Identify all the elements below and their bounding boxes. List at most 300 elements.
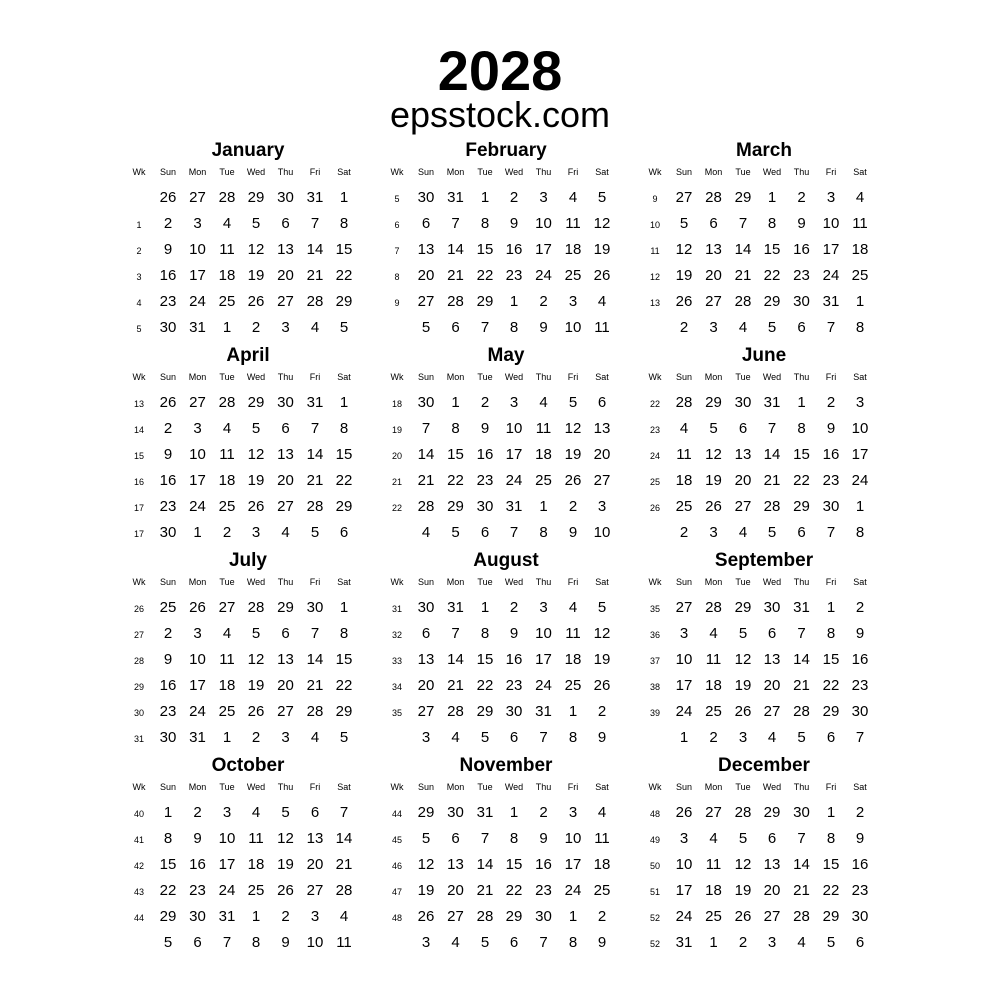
day-cell: 9 (597, 934, 607, 951)
day-cell: 21 (306, 267, 324, 284)
day-cell: 30 (417, 394, 435, 411)
day-cell: 12 (417, 856, 435, 873)
day-cell: 2 (797, 189, 806, 206)
day-cell: 28 (447, 293, 464, 310)
weekday-header: Sat (337, 577, 351, 587)
day-cell: 26 (159, 189, 177, 206)
day-cell: 2 (509, 189, 519, 206)
month-name: May (487, 345, 525, 366)
day-cell: 22 (822, 882, 840, 899)
day-cell: 25 (564, 267, 582, 284)
day-cell: 1 (539, 498, 548, 515)
day-cell: 3 (539, 189, 548, 206)
day-cell: 28 (734, 804, 752, 821)
day-cell: 1 (251, 908, 261, 925)
day-cell: 5 (251, 215, 261, 232)
weekday-header: Thu (793, 372, 810, 382)
day-cell: 28 (247, 599, 265, 616)
day-cell: 3 (281, 729, 290, 746)
day-cell: 4 (709, 625, 718, 642)
day-cell: 2 (163, 215, 173, 232)
day-cell: 19 (247, 677, 265, 694)
day-cell: 26 (417, 908, 435, 925)
day-cell: 11 (219, 651, 235, 668)
day-cell: 3 (310, 908, 320, 925)
day-cell: 16 (535, 856, 552, 873)
day-cell: 17 (535, 241, 552, 258)
weekday-header: Tue (219, 372, 235, 382)
day-cell: 1 (222, 729, 232, 746)
weekday-header: Fri (309, 167, 321, 177)
weekday-header: Wed (762, 167, 782, 177)
day-cell: 19 (247, 267, 265, 284)
day-cell: 2 (597, 703, 607, 720)
weekday-header: Sat (337, 167, 351, 177)
day-cell: 29 (247, 189, 265, 206)
day-cell: 21 (447, 677, 464, 694)
weekday-header: Wed (504, 167, 524, 177)
day-cell: 27 (447, 908, 464, 925)
day-cell: 31 (189, 319, 206, 336)
day-cell: 18 (564, 651, 582, 668)
day-cell: 5 (797, 729, 806, 746)
weekday-header: Sat (853, 782, 867, 792)
month-name: June (741, 345, 787, 366)
day-cell: 18 (218, 472, 236, 489)
day-cell: 2 (826, 394, 836, 411)
day-cell: 28 (763, 498, 781, 515)
week-number: 31 (391, 604, 402, 614)
weekday-header: Sun (159, 167, 176, 177)
day-cell: 22 (793, 472, 810, 489)
day-cell: 3 (679, 830, 689, 847)
day-cell: 19 (593, 241, 611, 258)
day-cell: 7 (797, 625, 806, 642)
day-cell: 23 (793, 267, 810, 284)
week-number: 20 (391, 451, 402, 461)
day-cell: 12 (247, 446, 265, 463)
day-cell: 4 (539, 394, 548, 411)
day-cell: 29 (335, 703, 353, 720)
day-cell: 2 (163, 420, 173, 437)
day-cell: 29 (417, 804, 435, 821)
day-cell: 30 (505, 703, 523, 720)
weekday-header: Sun (159, 577, 176, 587)
day-cell: 30 (763, 599, 781, 616)
day-cell: 29 (734, 189, 752, 206)
weekday-header: Sat (595, 167, 609, 177)
day-cell: 5 (738, 625, 748, 642)
day-cell: 8 (855, 524, 865, 541)
day-cell: 26 (247, 703, 265, 720)
month-april (128, 345, 368, 545)
day-cell: 5 (251, 625, 261, 642)
weekday-header: Thu (277, 782, 294, 792)
day-cell: 20 (277, 267, 294, 284)
day-cell: 18 (218, 677, 236, 694)
site-name: epsstock.com (389, 94, 611, 135)
day-cell: 6 (767, 830, 777, 847)
week-number: 13 (649, 298, 660, 308)
day-cell: 14 (793, 651, 810, 668)
day-cell: 4 (222, 420, 232, 437)
week-number: 26 (649, 503, 660, 513)
day-cell: 13 (277, 241, 294, 258)
day-cell: 3 (709, 319, 718, 336)
day-cell: 2 (539, 804, 548, 821)
day-cell: 9 (797, 215, 806, 232)
week-number: 5 (394, 194, 400, 204)
day-cell: 1 (222, 319, 232, 336)
day-cell: 30 (734, 394, 752, 411)
day-cell: 7 (509, 524, 519, 541)
day-cell: 18 (851, 241, 869, 258)
day-cell: 9 (509, 625, 519, 642)
day-cell: 23 (476, 472, 494, 489)
day-cell: 26 (593, 267, 611, 284)
day-cell: 1 (568, 908, 578, 925)
day-cell: 29 (476, 293, 494, 310)
day-cell: 13 (763, 651, 781, 668)
day-cell: 6 (193, 934, 202, 951)
day-cell: 1 (568, 703, 578, 720)
day-cell: 4 (310, 729, 320, 746)
day-cell: 9 (163, 446, 173, 463)
day-cell: 15 (335, 241, 353, 258)
day-cell: 27 (417, 293, 435, 310)
month-november (386, 755, 626, 955)
week-number: 32 (391, 630, 402, 640)
week-number: 14 (133, 425, 144, 435)
month-name: November (459, 755, 553, 776)
day-cell: 25 (564, 677, 582, 694)
day-cell: 10 (593, 524, 611, 541)
day-cell: 27 (675, 599, 693, 616)
day-cell: 9 (539, 830, 548, 847)
day-cell: 16 (505, 651, 523, 668)
weekday-header: Fri (309, 782, 321, 792)
day-cell: 13 (306, 830, 324, 847)
day-cell: 21 (417, 472, 435, 489)
day-cell: 28 (476, 908, 494, 925)
day-cell: 20 (447, 882, 464, 899)
week-number: 22 (649, 399, 660, 409)
day-cell: 28 (675, 394, 693, 411)
day-cell: 6 (310, 804, 320, 821)
day-cell: 29 (822, 908, 840, 925)
day-cell: 8 (339, 420, 349, 437)
day-cell: 9 (597, 729, 607, 746)
day-cell: 31 (447, 189, 464, 206)
day-cell: 25 (535, 472, 552, 489)
day-cell: 26 (247, 498, 265, 515)
week-number: 6 (394, 220, 400, 230)
day-cell: 3 (738, 729, 748, 746)
day-cell: 1 (339, 394, 349, 411)
day-cell: 6 (855, 934, 865, 951)
weekday-header: Mon (446, 167, 465, 177)
day-cell: 10 (564, 830, 582, 847)
day-cell: 15 (335, 651, 353, 668)
day-cell: 1 (855, 293, 865, 310)
week-number: 7 (394, 246, 400, 256)
day-cell: 16 (505, 241, 523, 258)
month-september (644, 550, 884, 750)
month-march (644, 140, 884, 340)
day-cell: 31 (793, 599, 810, 616)
week-number: 41 (133, 835, 144, 845)
day-cell: 13 (417, 651, 435, 668)
day-cell: 24 (822, 267, 840, 284)
day-cell: 25 (851, 267, 869, 284)
month-january (128, 140, 368, 340)
day-cell: 27 (417, 703, 435, 720)
weekday-header: Thu (277, 372, 294, 382)
day-cell: 18 (705, 882, 722, 899)
weekday-header: Tue (735, 167, 751, 177)
day-cell: 7 (222, 934, 232, 951)
week-number-header: Wk (648, 372, 662, 382)
day-cell: 7 (480, 830, 490, 847)
day-cell: 12 (705, 446, 722, 463)
month-name: September (714, 550, 814, 571)
day-cell: 5 (163, 934, 173, 951)
day-cell: 2 (222, 524, 232, 541)
day-cell: 11 (565, 625, 581, 642)
day-cell: 21 (335, 856, 353, 873)
day-cell: 1 (797, 394, 806, 411)
weekday-header: Fri (567, 577, 579, 587)
week-number: 5 (136, 324, 142, 334)
day-cell: 2 (509, 599, 519, 616)
day-cell: 30 (159, 319, 177, 336)
day-cell: 3 (709, 524, 718, 541)
day-cell: 28 (705, 599, 722, 616)
day-cell: 23 (851, 677, 869, 694)
day-cell: 7 (310, 420, 320, 437)
day-cell: 1 (826, 804, 836, 821)
weekday-header: Tue (735, 372, 751, 382)
day-cell: 8 (480, 215, 490, 232)
day-cell: 10 (189, 446, 206, 463)
day-cell: 9 (163, 651, 173, 668)
day-cell: 22 (447, 472, 464, 489)
weekday-header: Fri (309, 577, 321, 587)
day-cell: 29 (505, 908, 523, 925)
day-cell: 12 (593, 625, 611, 642)
week-number: 40 (133, 809, 144, 819)
weekday-header: Thu (535, 372, 552, 382)
day-cell: 11 (594, 830, 610, 847)
day-cell: 15 (822, 856, 840, 873)
day-cell: 5 (339, 319, 349, 336)
weekday-header: Wed (246, 167, 266, 177)
day-cell: 8 (163, 830, 173, 847)
day-cell: 8 (568, 934, 578, 951)
week-number: 31 (133, 734, 144, 744)
day-cell: 9 (826, 420, 836, 437)
day-cell: 11 (248, 830, 264, 847)
day-cell: 7 (339, 804, 349, 821)
day-cell: 24 (564, 882, 582, 899)
day-cell: 15 (763, 241, 781, 258)
day-cell: 17 (675, 677, 693, 694)
day-cell: 11 (336, 934, 352, 951)
day-cell: 7 (855, 729, 865, 746)
week-number: 15 (133, 451, 144, 461)
week-number: 33 (391, 656, 402, 666)
day-cell: 11 (852, 215, 868, 232)
day-cell: 24 (851, 472, 869, 489)
weekday-header: Wed (762, 577, 782, 587)
day-cell: 22 (763, 267, 781, 284)
day-cell: 3 (193, 215, 202, 232)
day-cell: 1 (339, 599, 349, 616)
day-cell: 26 (675, 293, 693, 310)
month-october (128, 755, 368, 955)
day-cell: 2 (679, 319, 689, 336)
day-cell: 4 (767, 729, 777, 746)
day-cell: 6 (797, 319, 806, 336)
day-cell: 29 (247, 394, 265, 411)
day-cell: 27 (277, 703, 294, 720)
day-cell: 25 (218, 498, 236, 515)
day-cell: 14 (734, 241, 752, 258)
day-cell: 30 (535, 908, 552, 925)
weekday-header: Mon (188, 577, 207, 587)
day-cell: 30 (822, 498, 840, 515)
day-cell: 23 (505, 267, 523, 284)
day-cell: 4 (738, 524, 748, 541)
day-cell: 31 (476, 804, 494, 821)
day-cell: 6 (767, 625, 777, 642)
day-cell: 13 (705, 241, 722, 258)
weekday-header: Mon (704, 167, 723, 177)
day-cell: 27 (306, 882, 324, 899)
day-cell: 5 (597, 189, 607, 206)
week-number: 34 (391, 682, 402, 692)
day-cell: 20 (417, 267, 435, 284)
weekday-header: Tue (219, 782, 235, 792)
day-cell: 20 (306, 856, 324, 873)
week-number: 23 (649, 425, 660, 435)
day-cell: 14 (763, 446, 781, 463)
day-cell: 16 (851, 856, 869, 873)
week-number: 18 (391, 399, 402, 409)
day-cell: 27 (763, 703, 781, 720)
day-cell: 29 (763, 804, 781, 821)
day-cell: 7 (738, 215, 748, 232)
week-number: 29 (133, 682, 144, 692)
day-cell: 28 (417, 498, 435, 515)
day-cell: 7 (539, 729, 548, 746)
weekday-header: Fri (567, 167, 579, 177)
day-cell: 31 (675, 934, 693, 951)
day-cell: 7 (451, 215, 460, 232)
day-cell: 18 (675, 472, 693, 489)
weekday-header: Sun (159, 782, 176, 792)
weekday-header: Mon (446, 372, 465, 382)
day-cell: 2 (568, 498, 578, 515)
month-december (644, 755, 884, 955)
week-number-header: Wk (390, 167, 404, 177)
day-cell: 29 (335, 293, 353, 310)
day-cell: 3 (826, 189, 836, 206)
weekday-header: Tue (477, 167, 493, 177)
weekday-header: Sat (853, 167, 867, 177)
day-cell: 3 (222, 804, 232, 821)
day-cell: 4 (222, 625, 232, 642)
day-cell: 20 (277, 472, 294, 489)
day-cell: 19 (564, 446, 582, 463)
day-cell: 13 (417, 241, 435, 258)
week-number: 22 (391, 503, 402, 513)
day-cell: 16 (159, 472, 177, 489)
day-cell: 7 (451, 625, 460, 642)
day-cell: 25 (705, 908, 722, 925)
day-cell: 10 (218, 830, 236, 847)
weekday-header: Wed (246, 782, 266, 792)
weekday-header: Mon (704, 372, 723, 382)
day-cell: 4 (738, 319, 748, 336)
day-cell: 4 (679, 420, 689, 437)
day-cell: 8 (568, 729, 578, 746)
weekday-header: Wed (762, 782, 782, 792)
week-number-header: Wk (390, 782, 404, 792)
month-name: January (211, 140, 285, 161)
day-cell: 26 (159, 394, 177, 411)
day-cell: 11 (219, 446, 235, 463)
day-cell: 28 (734, 293, 752, 310)
week-number: 49 (649, 835, 660, 845)
day-cell: 1 (679, 729, 689, 746)
week-number: 25 (649, 477, 660, 487)
day-cell: 29 (335, 498, 353, 515)
day-cell: 2 (480, 394, 490, 411)
weekday-header: Sun (675, 577, 692, 587)
day-cell: 23 (822, 472, 840, 489)
day-cell: 16 (476, 446, 494, 463)
day-cell: 29 (793, 498, 810, 515)
day-cell: 7 (826, 319, 836, 336)
day-cell: 18 (218, 267, 236, 284)
day-cell: 8 (251, 934, 261, 951)
month-name: February (465, 140, 547, 161)
weekday-header: Wed (504, 577, 524, 587)
day-cell: 20 (593, 446, 611, 463)
day-cell: 29 (159, 908, 177, 925)
day-cell: 20 (734, 472, 752, 489)
day-cell: 3 (767, 934, 777, 951)
day-cell: 1 (767, 189, 777, 206)
day-cell: 4 (310, 319, 320, 336)
day-cell: 13 (277, 446, 294, 463)
day-cell: 12 (675, 241, 693, 258)
weekday-header: Sun (675, 372, 692, 382)
day-cell: 6 (421, 215, 431, 232)
day-cell: 29 (705, 394, 722, 411)
day-cell: 30 (793, 293, 810, 310)
day-cell: 23 (159, 293, 177, 310)
week-number: 37 (649, 656, 660, 666)
weekday-header: Sat (595, 782, 609, 792)
week-number: 48 (391, 913, 402, 923)
day-cell: 30 (417, 599, 435, 616)
day-cell: 9 (163, 241, 173, 258)
day-cell: 2 (163, 625, 173, 642)
weekday-header: Tue (219, 577, 235, 587)
week-number: 35 (649, 604, 660, 614)
